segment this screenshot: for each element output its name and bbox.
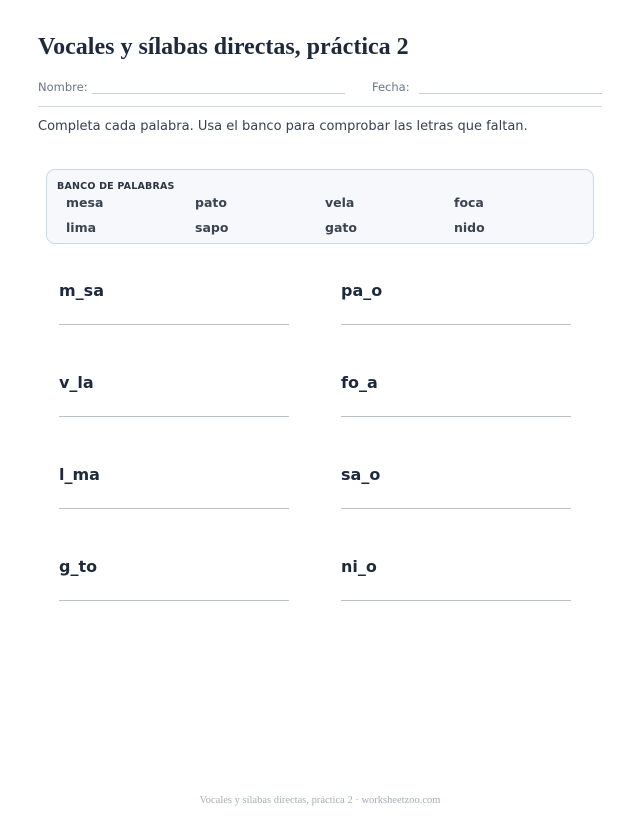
name-line[interactable]	[92, 93, 345, 94]
word-bank-word: mesa	[66, 195, 104, 210]
word-bank-title: BANCO DE PALABRAS	[57, 181, 175, 192]
answer-line[interactable]	[59, 416, 289, 417]
incomplete-word: ni_o	[341, 557, 377, 576]
incomplete-word: g_to	[59, 557, 98, 576]
incomplete-word: v_la	[59, 373, 94, 392]
instructions: Completa cada palabra. Usa el banco para comprobar las letras que faltan.	[38, 119, 528, 134]
word-bank-word: nido	[454, 220, 485, 235]
name-label: Nombre:	[38, 80, 88, 94]
word-bank-word: foca	[454, 195, 484, 210]
incomplete-word: l_ma	[59, 465, 100, 484]
exercise-item	[341, 557, 571, 617]
incomplete-word: sa_o	[341, 465, 381, 484]
word-bank	[46, 169, 594, 244]
answer-line[interactable]	[341, 508, 571, 509]
date-label: Fecha:	[372, 80, 410, 94]
header-divider	[38, 106, 602, 107]
worksheet-title: Vocales y sílabas directas, práctica 2	[38, 34, 409, 60]
answer-line[interactable]	[59, 508, 289, 509]
word-bank-word: vela	[325, 195, 355, 210]
incomplete-word: pa_o	[341, 281, 383, 300]
student-info-row	[38, 80, 602, 96]
answer-line[interactable]	[341, 324, 571, 325]
exercise-item	[59, 281, 289, 341]
answer-line[interactable]	[59, 600, 289, 601]
page-footer: Vocales y sílabas directas, práctica 2 · worksheetzoo.com	[199, 795, 441, 806]
exercise-item	[59, 465, 289, 525]
exercise-item	[59, 373, 289, 433]
answer-line[interactable]	[341, 416, 571, 417]
word-bank-word: pato	[195, 195, 227, 210]
exercise-item	[341, 373, 571, 433]
date-line[interactable]	[419, 93, 602, 94]
exercise-item	[341, 465, 571, 525]
incomplete-word: m_sa	[59, 281, 104, 300]
word-bank-word: sapo	[195, 220, 229, 235]
exercise-item	[341, 281, 571, 341]
exercise-item	[59, 557, 289, 617]
word-bank-word: lima	[66, 220, 97, 235]
answer-line[interactable]	[341, 600, 571, 601]
incomplete-word: fo_a	[341, 373, 378, 392]
answer-line[interactable]	[59, 324, 289, 325]
word-bank-word: gato	[325, 220, 357, 235]
